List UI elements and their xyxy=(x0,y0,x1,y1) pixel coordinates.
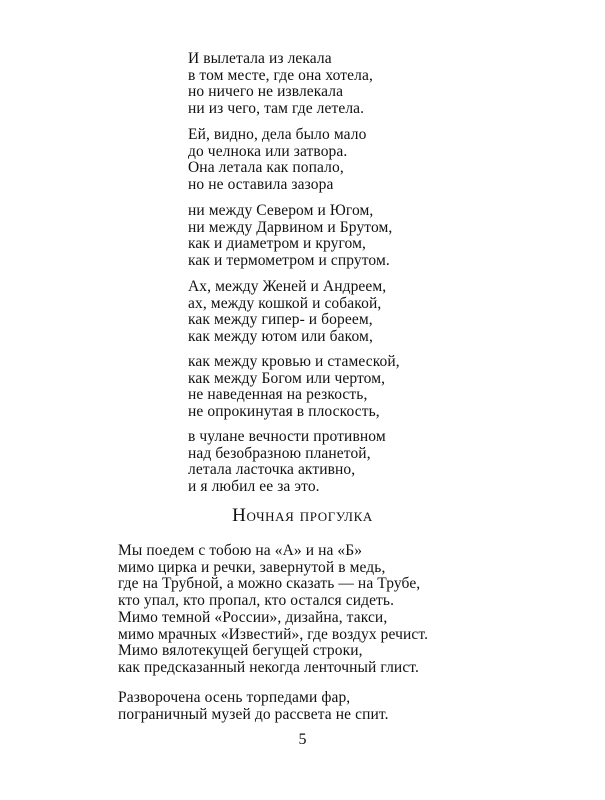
poem-stanza xyxy=(188,354,400,420)
poem-line: как и термометром и спрутом. xyxy=(188,251,390,269)
poem-line: Разворочена осень торпедами фар, xyxy=(118,689,351,706)
poem-line: как и диаметром и кругом, xyxy=(188,235,366,252)
poem-line: в чулане вечности противном xyxy=(188,428,386,445)
poem-line: ни между Дарвином и Брутом, xyxy=(188,218,393,236)
poem-line: кто упал, кто пропал, кто остался сидеть. xyxy=(118,591,395,609)
poem-line: как между ютом или баком, xyxy=(188,327,373,345)
poem-line: пограничный музей до рассвета не спит. xyxy=(118,705,389,723)
poem-line: в том месте, где она хотела, xyxy=(188,66,373,84)
poem-line: мимо мрачных «Известий», где воздух речист. xyxy=(118,625,429,643)
poem-line: и я любил ее за это. xyxy=(188,477,320,495)
poem-line: Мимо вялотекущей бегущей строки, xyxy=(118,642,363,659)
poem-line: летала ласточка активно, xyxy=(188,461,356,478)
poem-line: мимо цирка и речки, завернутой в медь, xyxy=(118,558,386,576)
poem-line: И вылетала из лекала xyxy=(188,50,332,67)
poem-stanza xyxy=(188,127,366,193)
poem-line: как между гипер- и бореем, xyxy=(188,311,373,328)
poem-stanza xyxy=(118,690,389,723)
poem-line: ах, между кошкой и собакой, xyxy=(188,294,382,312)
poem-line: как между Богом или чертом, xyxy=(188,369,386,387)
poem-line: как предсказанный некогда ленточный глист. xyxy=(118,658,419,676)
poem-line: не наведенная на резкость, xyxy=(188,386,368,403)
poem-stanza xyxy=(188,279,386,345)
poem-line: над безобразною планетой, xyxy=(188,444,371,462)
poem-stanza xyxy=(188,51,373,117)
page-number: 5 xyxy=(298,731,307,748)
poem-title: Ночная прогулка xyxy=(232,505,373,526)
poem-stanza xyxy=(118,610,428,676)
poem-line: Ах, между Женей и Андреем, xyxy=(188,278,387,295)
poem-line: Она летала как попало, xyxy=(188,159,344,176)
poem-line: ни из чего, там где летела. xyxy=(188,99,365,117)
poem-line: но ничего не извлекала xyxy=(188,83,344,100)
poem-line: не опрокинутая в плоскость, xyxy=(188,402,380,420)
poem-stanza xyxy=(188,203,392,269)
poem-line: ни между Севером и Югом, xyxy=(188,202,374,219)
poem-line: где на Трубной, а можно сказать — на Трубе, xyxy=(118,575,421,592)
poem-line: Мы поедем с тобою на «А» и на «Б» xyxy=(118,542,363,559)
poem-stanza xyxy=(118,543,420,609)
poem-line: Мимо темной «России», дизайна, такси, xyxy=(118,609,388,626)
poem-line: как между кровью и стамеской, xyxy=(188,353,400,370)
poem-line: до челнока или затвора. xyxy=(188,142,348,160)
poem-stanza xyxy=(188,429,386,495)
poem-line: но не оставила зазора xyxy=(188,175,334,193)
poem-line: Ей, видно, дела было мало xyxy=(188,126,367,143)
